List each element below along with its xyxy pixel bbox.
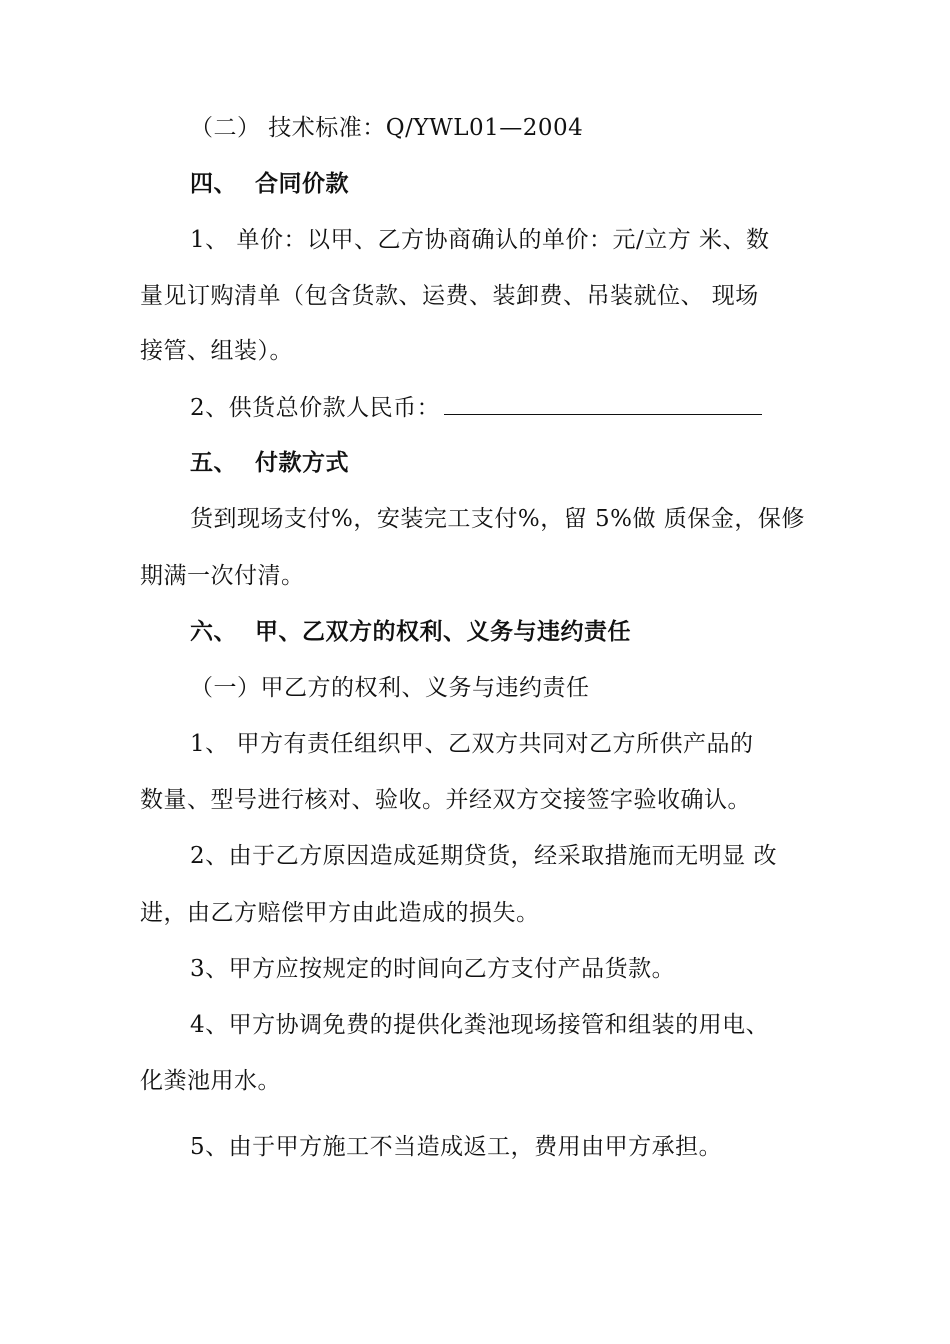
- unit-price-line-2: 量见订购清单（包含货款、运费、装卸费、吊装就位、 现场: [140, 283, 759, 309]
- clause-1-line-1: 1、 甲方有责任组织甲、乙双方共同对乙方所供产品的: [190, 731, 754, 757]
- total-price-label: 2、供货总价款人民币：: [190, 395, 441, 421]
- clause-3-line: 3、甲方应按规定的时间向乙方支付产品货款。: [190, 956, 676, 982]
- section-4-heading: [190, 169, 349, 199]
- section-6-number: 六、: [190, 618, 237, 645]
- clause-4-line-2: 化粪池用水。: [140, 1068, 281, 1094]
- section-6-heading: [190, 617, 631, 647]
- section-4-title: 合同价款: [255, 170, 349, 197]
- clause-1-line-2: 数量、型号进行核对、验收。并经双方交接签字验收确认。: [140, 787, 751, 813]
- unit-price-line-3: 接管、组装）。: [140, 338, 293, 364]
- section-5-heading: [190, 448, 349, 478]
- section-5-number: 五、: [190, 449, 237, 476]
- clause-2-line-2: 进，由乙方赔偿甲方由此造成的损失。: [140, 900, 540, 926]
- tech-standard-line: （二） 技术标准：Q/YWL01—2004: [190, 115, 584, 141]
- unit-price-line-1: 1、 单价：以甲、乙方协商确认的单价：元/立方 米、数: [190, 227, 770, 253]
- section-5-title: 付款方式: [255, 449, 349, 476]
- clause-2-line-1: 2、由于乙方原因造成延期贷货，经采取措施而无明显 改: [190, 843, 777, 869]
- total-price-blank: [444, 392, 762, 415]
- clause-4-line-1: 4、甲方协调免费的提供化粪池现场接管和组装的用电、: [190, 1012, 770, 1038]
- payment-line-1: 货到现场支付%，安装完工支付%，留 5%做 质保金，保修: [190, 506, 805, 532]
- clause-5-line: 5、由于甲方施工不当造成返工，费用由甲方承担。: [190, 1134, 723, 1160]
- section-4-number: 四、: [190, 170, 237, 197]
- payment-line-2: 期满一次付清。: [140, 563, 305, 589]
- total-price-line: [190, 392, 762, 423]
- section-6-title: 甲、乙双方的权利、义务与违约责任: [255, 618, 631, 645]
- subsection-1-heading: （一）甲乙方的权利、义务与违约责任: [190, 675, 590, 701]
